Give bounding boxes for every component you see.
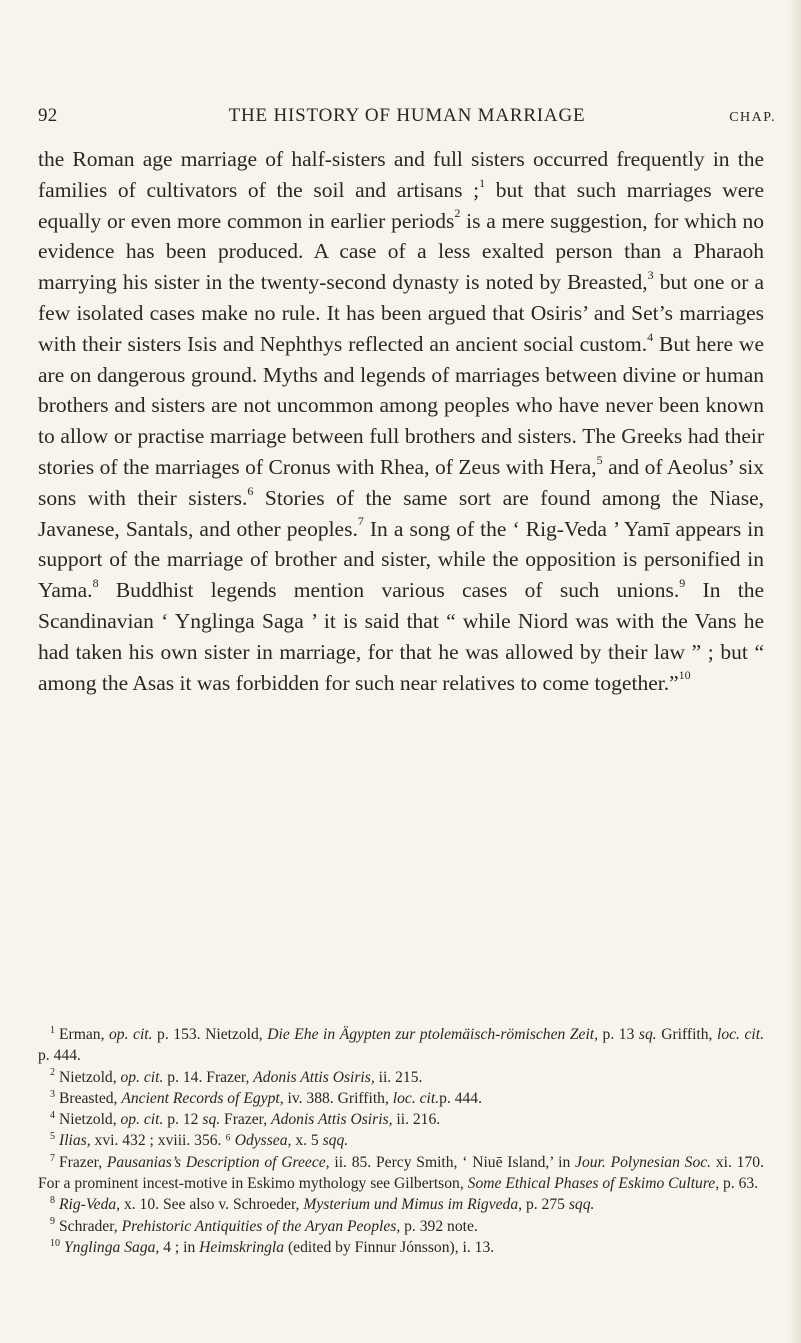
footnote-text: p. 392 note. — [400, 1217, 478, 1235]
footnote — [38, 1237, 764, 1258]
footnote-text: xvi. 432 ; xviii. 356. — [90, 1132, 226, 1150]
footnote-text: 4 ; in — [159, 1238, 200, 1256]
footnote-number: 4 — [50, 1110, 55, 1121]
footnote-text: p. 13 — [598, 1026, 639, 1043]
footnote-italic-text: sq. — [638, 1026, 657, 1043]
footnote-ref: 6 — [247, 483, 254, 498]
text-segment: Buddhist legends mention various cases of such unions. — [98, 578, 680, 603]
text-segment: In a song of the ‘ Rig-Veda ’ Yamī appears in support of the marriage of brother and sister, while the opposition is personified in Yama. — [38, 516, 764, 603]
footnote-number: 1 — [50, 1024, 55, 1036]
footnote-italic-text: Ancient Records of Egypt, — [121, 1089, 284, 1107]
footnote-text: Schrader, — [59, 1217, 122, 1235]
footnote-italic-text: Heimskringla — [199, 1238, 285, 1256]
text-segment: the Roman age marriage of half-sisters and full sisters occurred frequently in the families of cultivators of the soil and artisans ; — [38, 147, 764, 202]
footnote-text: p. 444. — [439, 1089, 482, 1107]
footnote-text: Griffith, — [656, 1026, 717, 1043]
footnote-italic-text: sqq. — [568, 1196, 595, 1214]
footnote-number: 10 — [50, 1237, 60, 1249]
footnote-text: ii. 215. — [374, 1068, 423, 1086]
footnote-text: Nietzold, — [59, 1068, 121, 1086]
footnote — [38, 1216, 764, 1237]
footnote-ref: 1 — [479, 175, 486, 190]
footnote-italic-text: Adonis Attis Osiris, — [253, 1068, 375, 1086]
footnote — [38, 1067, 764, 1088]
footnote-text: p. 275 — [522, 1196, 569, 1214]
footnote-text: xi. 170. For a prominent incest-motive in Eskimo mythology see Gilbertson, — [38, 1153, 764, 1193]
footnote-text: ⁶ — [225, 1132, 235, 1150]
footnote-ref: 7 — [357, 514, 364, 529]
footnote-text: x. 10. See also v. Schroeder, — [120, 1196, 304, 1214]
footnote-ref: 8 — [92, 576, 99, 590]
footnote-text: x. 5 — [291, 1132, 323, 1150]
text-segment: but one or a few isolated cases make no rule. It has been argued that Osiris’ and Set’s marriages with their sisters Isis and Nephthys reflected an ancient social custom. — [38, 270, 765, 356]
footnote-italic-text: op. cit. — [120, 1111, 164, 1129]
footnote-text: Frazer, — [220, 1111, 272, 1129]
page-edge-shadow — [787, 0, 801, 1343]
footnote — [38, 1024, 764, 1067]
footnote-text: iv. 388. Griffith, — [283, 1089, 393, 1107]
footnote-ref: 3 — [647, 268, 654, 283]
footnote-italic-text: Ynglinga Saga, — [64, 1238, 160, 1256]
footnote-ref: 4 — [647, 329, 654, 344]
chapter-label: CHAP. — [729, 110, 776, 125]
footnote-ref: 5 — [596, 452, 603, 467]
running-title: THE HISTORY OF HUMAN MARRIAGE — [228, 105, 586, 126]
main-paragraph — [38, 144, 764, 698]
footnote-ref: 10 — [678, 668, 691, 683]
footnote-text: Frazer, — [59, 1153, 107, 1171]
footnote-number: 3 — [50, 1088, 55, 1100]
footnote-italic-text: Mysterium und Mimus im Rigveda, — [303, 1196, 523, 1214]
footnote-ref: 9 — [679, 576, 686, 590]
footnote-number: 7 — [50, 1152, 55, 1164]
footnote-italic-text: Jour. Polynesian Soc. — [575, 1153, 712, 1171]
footnote-number: 9 — [50, 1216, 55, 1228]
footnote-text: Nietzold, — [59, 1111, 121, 1129]
text-segment: but that such marriages were equally or even more common in earlier periods — [38, 177, 764, 233]
footnote-italic-text: loc. cit. — [392, 1089, 440, 1107]
footnote-italic-text: Die Ehe in Ägypten zur ptolemäisch-römischen Zeit, — [267, 1026, 599, 1043]
footnote — [38, 1109, 764, 1130]
text-segment: But here we are on dangerous ground. Myths and legends of marriages between divine or human brothers and sisters are not uncommon among peoples who have never been known to allow or practise marriage between full brothers and sisters. The Greeks had their stories of the marriages of Cronus with Rhea, of Zeus with Hera, — [38, 331, 764, 479]
footnote-italic-text: Adonis Attis Osiris, — [271, 1111, 393, 1129]
footnote-text: p. 14. Frazer, — [163, 1068, 254, 1086]
footnote-text: Breasted, — [59, 1089, 122, 1107]
footnote-text: Erman, — [59, 1026, 109, 1043]
footnote-italic-text: loc. cit. — [717, 1026, 764, 1043]
text-segment: Stories of the same sort are found among the Niase, Javanese, Santals, and other peoples. — [38, 485, 764, 541]
footnote-italic-text: sq. — [202, 1111, 221, 1129]
footnote-text: p. 63. — [719, 1175, 759, 1193]
footnote-number: 2 — [50, 1067, 55, 1079]
footnotes-section — [38, 1024, 764, 1258]
footnote — [38, 1152, 764, 1195]
footnote-italic-text: Pausanias’s Description of Greece, — [106, 1153, 330, 1171]
footnote-text: ii. 85. Percy Smith, ‘ Niuē Island,’ in — [329, 1153, 576, 1171]
footnote-text: p. 153. Nietzold, — [152, 1026, 268, 1043]
footnote — [38, 1130, 764, 1151]
footnote-italic-text: Rig-Veda, — [59, 1196, 121, 1214]
footnote-number: 5 — [50, 1131, 55, 1143]
footnote — [38, 1088, 764, 1109]
footnote-text: (edited by Finnur Jónsson), i. 13. — [284, 1238, 495, 1256]
footnote-italic-text: Prehistoric Antiquities of the Aryan Peoples, — [121, 1217, 401, 1235]
footnote-italic-text: Odyssea, — [234, 1132, 292, 1150]
text-segment: is a mere suggestion, for which no evidence has been produced. A case of a less exalted person than a Pharaoh marrying his sister in the twenty-second dynasty is noted by Breasted, — [38, 208, 765, 295]
footnote-ref: 2 — [454, 206, 461, 221]
footnote-italic-text: op. cit. — [109, 1026, 153, 1043]
footnote-italic-text: Ilias, — [59, 1132, 91, 1150]
footnote-text: p. 444. — [38, 1047, 81, 1065]
text-segment: and of Aeolus’ six sons with their sisters. — [38, 454, 764, 510]
footnote-number: 8 — [50, 1195, 55, 1207]
footnote-italic-text: Some Ethical Phases of Eskimo Culture, — [467, 1175, 720, 1193]
footnote-text: p. 12 — [163, 1111, 203, 1129]
footnote-text: ii. 216. — [392, 1111, 441, 1129]
footnote-italic-text: sqq. — [322, 1132, 349, 1150]
footnote-italic-text: op. cit. — [120, 1068, 164, 1086]
footnote — [38, 1194, 764, 1215]
text-segment: In the Scandinavian ‘ Ynglinga Saga ’ it is said that “ while Niord was with the Vans he had taken his own sister in marriage, for that he was allowed by their law ” ; but “ among the Asas it was forbidden for such near relatives to come together.” — [38, 578, 764, 695]
page-number: 92 — [38, 105, 58, 126]
